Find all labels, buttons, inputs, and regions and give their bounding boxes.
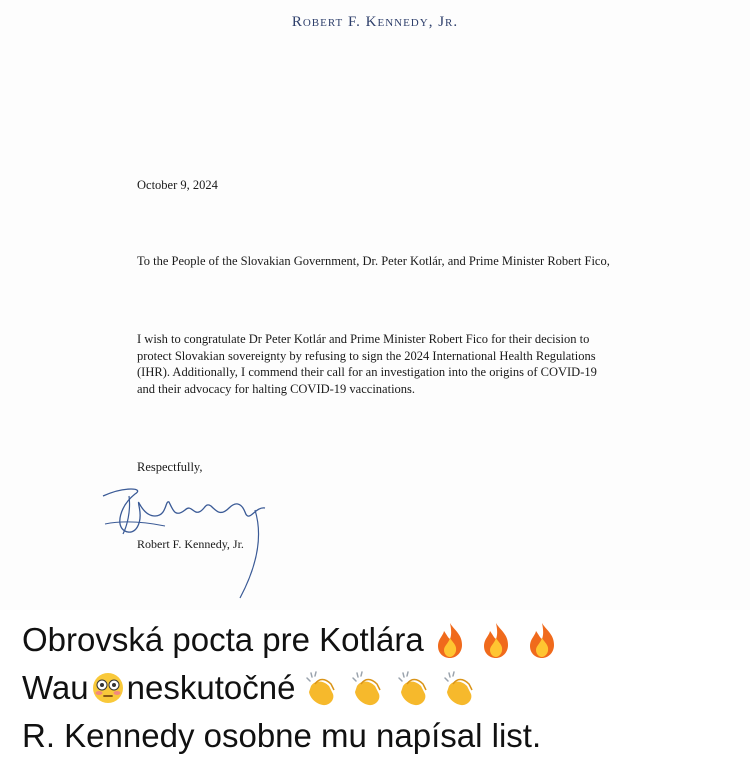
- fire-icon: [522, 620, 562, 660]
- letter-date: October 9, 2024: [137, 178, 218, 192]
- clapping-hands-icon: [301, 668, 341, 708]
- caption-text-2b: neskutočné: [126, 669, 296, 706]
- letter-salutation: To the People of the Slovakian Government, Dr. Peter Kotlár, and Prime Minister Robert Fico,: [137, 254, 610, 268]
- post-caption: [22, 616, 742, 760]
- letter-signer: Robert F. Kennedy, Jr.: [137, 537, 244, 551]
- signature-drawing: [95, 466, 295, 606]
- fire-icon: [430, 620, 470, 660]
- letterhead: Robert F. Kennedy, Jr.: [291, 14, 459, 30]
- clapping-hands-icon: [347, 668, 387, 708]
- caption-text-3: R. Kennedy osobne mu napísal list.: [22, 717, 542, 754]
- caption-text-2a: Wau: [22, 669, 89, 706]
- clapping-hands-icon: [393, 668, 433, 708]
- caption-line-3: [22, 712, 742, 760]
- clapping-hands-icon: [439, 668, 479, 708]
- flushed-face-icon: [91, 671, 125, 705]
- letter-closing: Respectfully,: [137, 460, 203, 474]
- caption-text-1: Obrovská pocta pre Kotlára: [22, 621, 424, 658]
- fire-icon: [476, 620, 516, 660]
- caption-line-1: [22, 616, 742, 664]
- caption-line-2: [22, 664, 742, 712]
- letter-body: I wish to congratulate Dr Peter Kotlár and Prime Minister Robert Fico for their decision to protect Slovakian sovereignty by refusing to sign the 2024 International Health Regulations (IHR). Additionally, I commend their call for an investigation into the origins of COVID-19 and their advocacy for halting COVID-19 vaccinations.: [137, 332, 597, 396]
